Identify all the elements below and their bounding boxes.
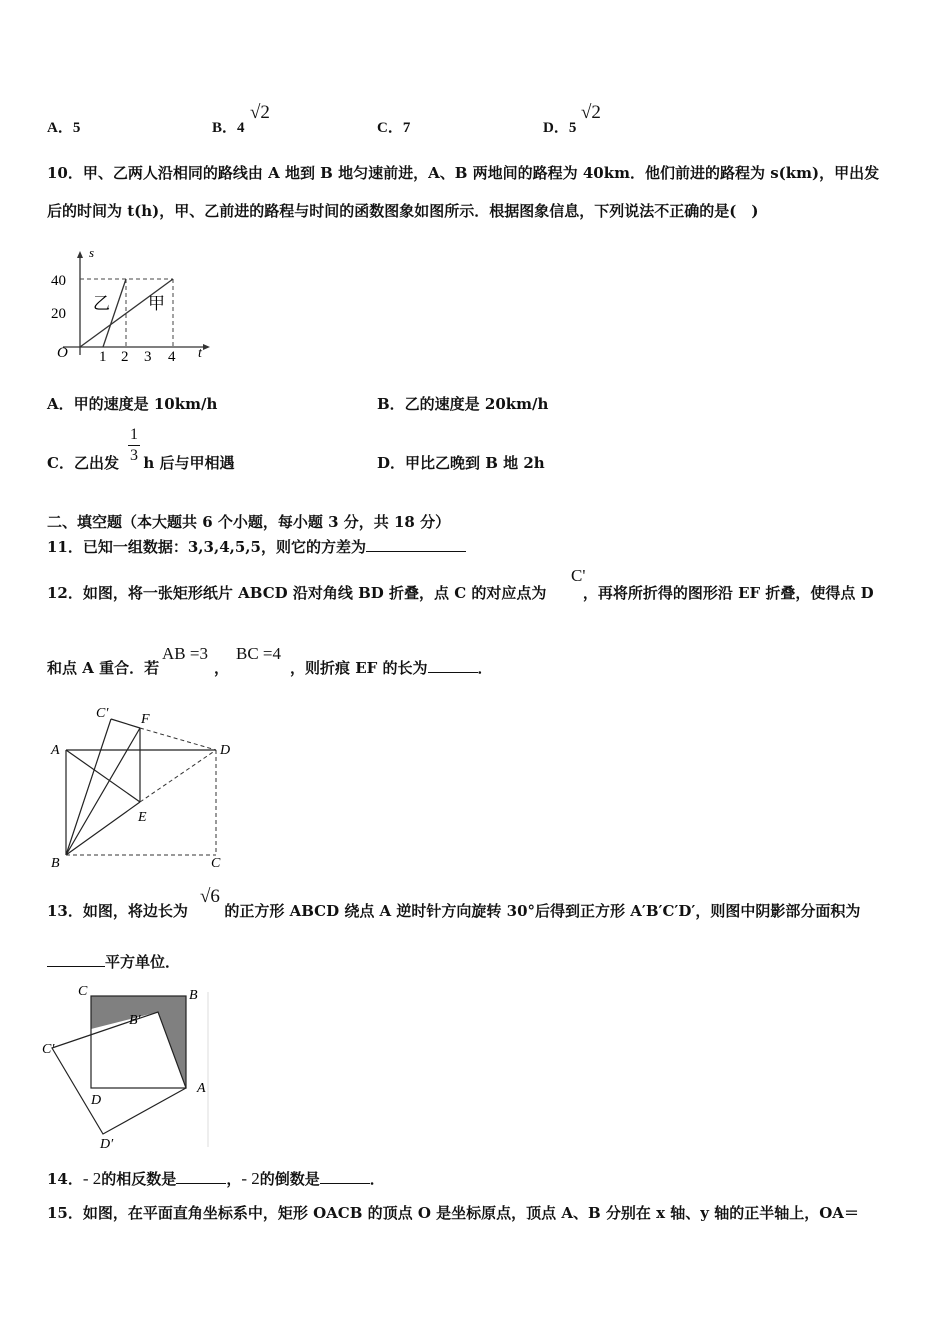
q13-line2: 平方单位． bbox=[105, 953, 181, 971]
q9-option-b bbox=[212, 102, 270, 137]
q13-label-c-prime: C′ bbox=[42, 1042, 55, 1057]
q14-number-2: - 2 bbox=[241, 1169, 260, 1188]
q10-option-b: B．乙的速度是 20km/h bbox=[377, 395, 549, 413]
q10-option-c bbox=[47, 452, 235, 473]
q10-option-d: D．甲比乙晚到 B 地 2h bbox=[377, 454, 545, 472]
q10-x-arrow bbox=[203, 344, 210, 350]
q11-stem bbox=[47, 536, 466, 557]
q9-option-b-radical: √2 bbox=[250, 102, 270, 123]
q12-label-a: A bbox=[51, 743, 60, 758]
q12-seg-ae bbox=[66, 750, 140, 802]
q12-seg-eb bbox=[66, 802, 140, 855]
q13-label-c: C bbox=[78, 984, 88, 999]
q12-line1-post: ，再将所折得的图形沿 EF 折叠，使得点 D bbox=[582, 584, 874, 602]
q12-label-b: B bbox=[51, 856, 60, 871]
q12-label-f: F bbox=[141, 712, 150, 727]
q12-seg-bc-prime bbox=[66, 719, 111, 855]
q10-fraction-bar bbox=[128, 445, 140, 446]
q10-graph bbox=[45, 243, 215, 363]
q14-stem bbox=[47, 1168, 385, 1189]
q14-end: ． bbox=[369, 1170, 385, 1188]
q13-line1-pre: 13．如图，将边长为 bbox=[47, 902, 188, 920]
q10-y-axis-label: s bbox=[89, 245, 95, 260]
q10-label-yi: 乙 bbox=[93, 294, 110, 313]
q10-fraction-numerator: 1 bbox=[130, 426, 138, 443]
q12-line2-post: ，则折痕 EF 的长为 bbox=[290, 659, 428, 677]
q12-line2-post-wrap bbox=[290, 657, 493, 678]
q10-x-tick-3: 3 bbox=[144, 349, 152, 363]
q14-mid3: 的倒数是 bbox=[259, 1170, 320, 1188]
q13-label-b: B bbox=[189, 988, 198, 1003]
q10-option-a: A．甲的速度是 10km/h bbox=[47, 395, 218, 413]
q13-label-d-prime: D′ bbox=[100, 1137, 114, 1152]
q13-label-b-prime: B′ bbox=[129, 1013, 141, 1028]
q10-y-tick-20: 20 bbox=[51, 306, 66, 322]
q10-option-c-pre: C．乙出发 bbox=[47, 454, 119, 472]
q13-answer-blank[interactable] bbox=[47, 952, 105, 967]
q10-x-axis-label: t bbox=[198, 346, 202, 361]
q10-label-jia: 甲 bbox=[148, 294, 165, 313]
q11-answer-blank[interactable] bbox=[366, 537, 466, 552]
q12-label-e: E bbox=[138, 810, 147, 825]
q12-line2-end: ． bbox=[477, 659, 493, 677]
q12-label-d: D bbox=[220, 743, 231, 758]
q10-y-arrow bbox=[77, 251, 83, 258]
q13-figure bbox=[40, 982, 215, 1152]
q14-answer-blank-2[interactable] bbox=[320, 1169, 370, 1184]
q10-line-yi bbox=[103, 279, 126, 347]
q13-line1-post: 的正方形 ABCD 绕点 A 逆时针方向旋转 30°后得到正方形 A′B′C′D′，则图中阴影部分面积为 bbox=[224, 902, 861, 920]
q13-shaded-region bbox=[91, 996, 186, 1088]
q12-ab-equation: AB =3 bbox=[162, 644, 208, 663]
q9-option-d-radical: √2 bbox=[581, 102, 601, 123]
q11-text: 11．已知一组数据：3,3,4,5,5，则它的方差为 bbox=[47, 538, 366, 556]
q9-option-d-label: D．5 bbox=[543, 120, 577, 136]
q13-label-a: A bbox=[197, 1081, 206, 1096]
q13-stem-line2 bbox=[47, 951, 180, 972]
q9-option-d bbox=[543, 102, 601, 137]
q12-comma: ， bbox=[214, 659, 230, 677]
q12-bc-equation: BC =4 bbox=[236, 644, 282, 663]
q10-fraction bbox=[128, 426, 140, 465]
q12-line1-pre: 12．如图，将一张矩形纸片 ABCD 沿对角线 BD 折叠，点 C 的对应点为 bbox=[47, 584, 547, 602]
q10-x-tick-2: 2 bbox=[121, 349, 129, 363]
q14-mid2: ， bbox=[226, 1170, 242, 1188]
q10-x-tick-1: 1 bbox=[99, 349, 107, 363]
q10-x-tick-4: 4 bbox=[168, 349, 176, 363]
q10-stem-line2: 后的时间为 t(h)，甲、乙前进的路程与时间的函数图象如图所示．根据图象信息，下列说法不正确的是( ) bbox=[47, 202, 759, 220]
q12-seg-c-prime-f bbox=[111, 719, 140, 728]
q15-stem: 15．如图，在平面直角坐标系中，矩形 OACB 的顶点 O 是坐标原点，顶点 A、B 分别在 x 轴、y 轴的正半轴上，OA＝ bbox=[47, 1204, 859, 1222]
q14-mid1: 的相反数是 bbox=[101, 1170, 177, 1188]
q12-seg-bf bbox=[66, 728, 140, 855]
section2-heading: 二、填空题（本大题共 6 个小题，每小题 3 分，共 18 分） bbox=[47, 513, 451, 531]
q10-fraction-denominator: 3 bbox=[130, 447, 138, 464]
q10-option-c-post: h 后与甲相遇 bbox=[143, 454, 235, 472]
q14-pre: 14． bbox=[47, 1170, 83, 1188]
q12-stem-line1 bbox=[47, 582, 874, 603]
q12-answer-blank[interactable] bbox=[428, 658, 478, 673]
q9-option-b-label: B．4 bbox=[212, 120, 245, 136]
q12-seg-fd bbox=[140, 728, 216, 750]
q12-seg-ed bbox=[140, 750, 216, 802]
q13-stem-line1 bbox=[47, 900, 860, 921]
q12-label-c-prime: C′ bbox=[96, 706, 109, 721]
q13-label-d: D bbox=[91, 1093, 102, 1108]
q14-answer-blank-1[interactable] bbox=[176, 1169, 226, 1184]
q10-origin-label: O bbox=[57, 345, 68, 361]
q9-option-c: C．7 bbox=[377, 120, 411, 136]
q14-number-1: - 2 bbox=[82, 1169, 102, 1188]
q9-option-a: A．5 bbox=[47, 120, 81, 136]
q12-figure bbox=[45, 700, 245, 875]
q12-c-prime: C' bbox=[571, 566, 586, 585]
q12-stem-line2 bbox=[47, 657, 159, 678]
q10-y-tick-40: 40 bbox=[51, 273, 66, 289]
q12-line2-pre: 和点 A 重合．若 bbox=[47, 659, 160, 677]
q12-label-c: C bbox=[211, 856, 221, 871]
q10-stem-line1: 10．甲、乙两人沿相同的路线由 A 地到 B 地匀速前进，A、B 两地间的路程为 40km．他们前进的路程为 s(km)，甲出发 bbox=[47, 164, 880, 182]
q13-radical: √6 bbox=[200, 886, 220, 907]
